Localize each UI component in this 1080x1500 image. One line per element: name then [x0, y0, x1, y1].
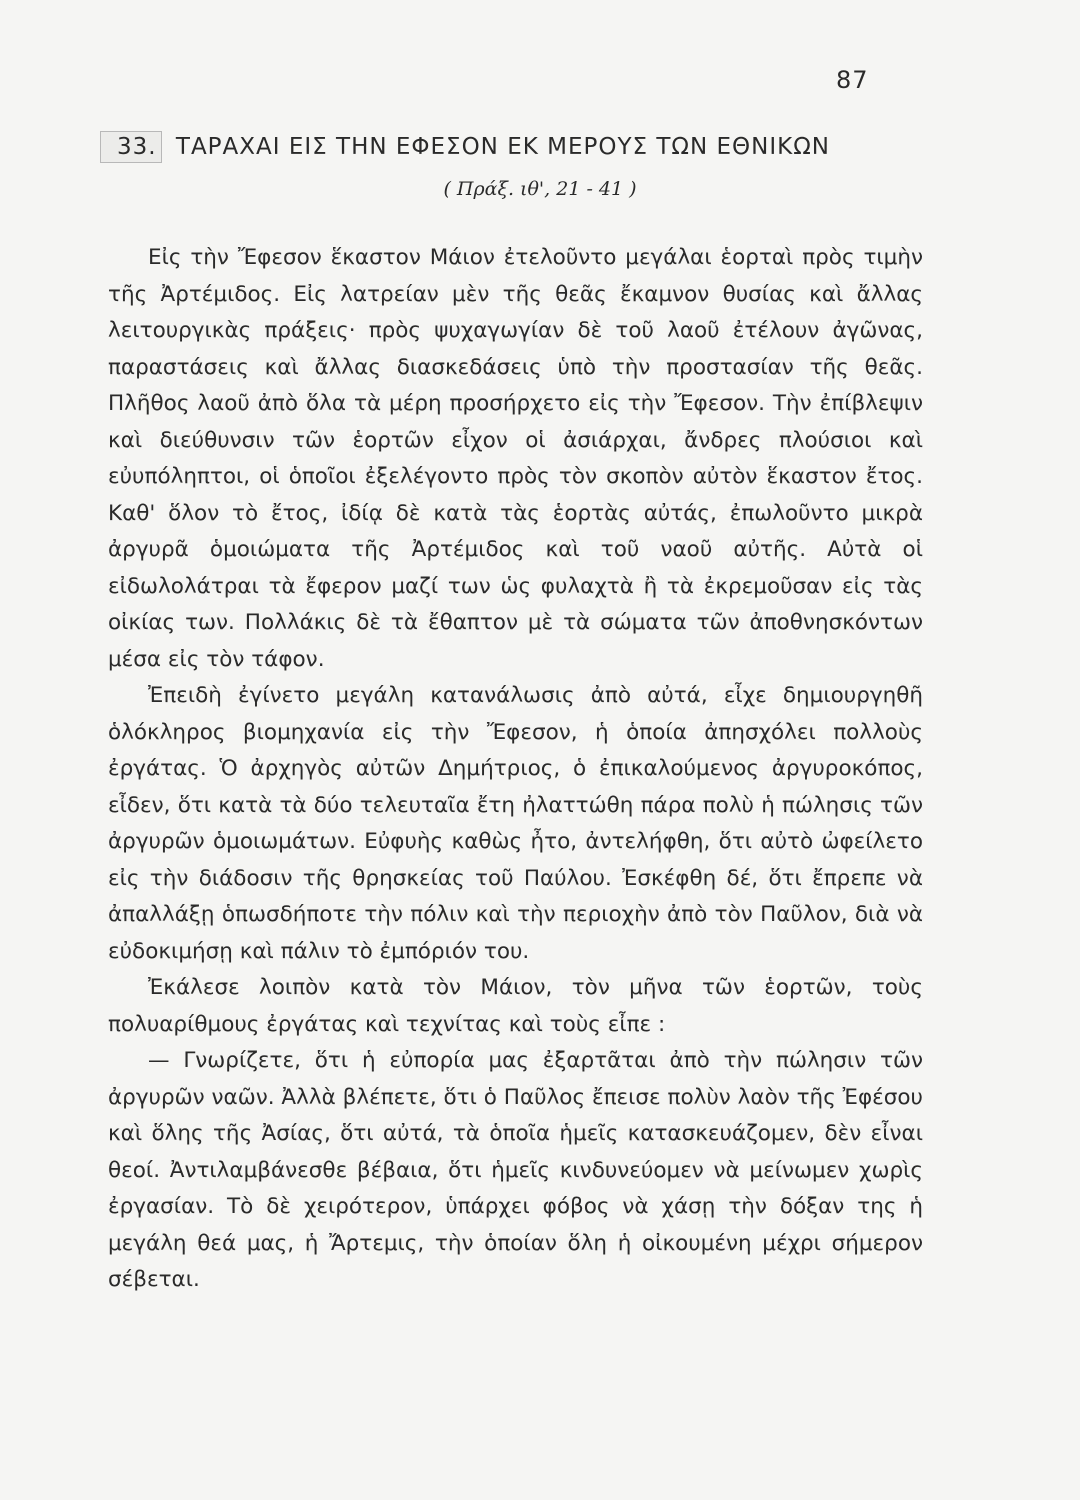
scripture-reference: ( Πράξ. ιθ', 21 - 41 )	[443, 178, 637, 200]
chapter-title: ΤΑΡΑΧΑΙ ΕΙΣ ΤΗΝ ΕΦΕΣΟΝ ΕΚ ΜΕΡΟΥΣ ΤΩΝ ΕΘΝΙΚΩΝ	[175, 134, 830, 160]
page-number: 87	[836, 66, 869, 94]
body-text	[108, 240, 923, 1299]
chapter-number: 33.	[100, 131, 162, 163]
paragraph: Ἐπειδὴ ἐγίνετο μεγάλη κατανάλωσις ἀπὸ αὐτά, εἶχε δημιουργηθῆ ὁλόκληρος βιομηχανία εἰς τὴν Ἔφεσον, ἡ ὁποία ἀπησχόλει πολλοὺς ἐργάτας. Ὁ ἀρχηγὸς αὐτῶν Δημήτριος, ὁ ἐπικαλούμενος ἀργυροκόπος, εἶδεν, ὅτι κατὰ τὰ δύο τελευταῖα ἔτη ἠλαττώθη πάρα πολὺ ἡ πώλησις τῶν ἀργυρῶν ὁμοιωμάτων. Εὐφυὴς καθὼς ἦτο, ἀντελήφθη, ὅτι αὐτὸ ὠφείλετο εἰς τὴν διάδοσιν τῆς θρησκείας τοῦ Παύλου. Ἐσκέφθη δέ, ὅτι ἔπρεπε νὰ ἀπαλλάξῃ ὁπωσδήποτε τὴν πόλιν καὶ τὴν περιοχὴν ἀπὸ τὸν Παῦλον, διὰ νὰ εὐδοκιμήσῃ καὶ πάλιν τὸ ἐμπόριόν του.	[108, 683, 923, 964]
paragraph: — Γνωρίζετε, ὅτι ἡ εὐπορία μας ἐξαρτᾶται ἀπὸ τὴν πώλησιν τῶν ἀργυρῶν ναῶν. Ἀλλὰ βλέπετε, ὅτι ὁ Παῦλος ἔπεισε πολὺν λαὸν τῆς Ἐφέσου καὶ ὅλης τῆς Ἀσίας, ὅτι αὐτά, τὰ ὁποῖα ἡμεῖς κατασκευάζομεν, δὲν εἶναι θεοί. Ἀντιλαμβάνεσθε βέβαια, ὅτι ἡμεῖς κινδυνεύομεν νὰ μείνωμεν χωρὶς ἐργασίαν. Τὸ δὲ χειρότερον, ὑπάρχει φόβος νὰ χάσῃ τὴν δόξαν της ἡ μεγάλη θεά μας, ἡ Ἄρτεμις, τὴν ὁποίαν ὅλη ἡ οἰκουμένη μέχρι σήμερον σέβεται.	[108, 1048, 923, 1292]
paragraph: Ἐκάλεσε λοιπὸν κατὰ τὸν Μάιον, τὸν μῆνα τῶν ἑορτῶν, τοὺς πολυαρίθμους ἐργάτας καὶ τεχνίτας καὶ τοὺς εἶπε :	[108, 975, 923, 1037]
chapter-heading	[100, 134, 920, 160]
paragraph: Εἰς τὴν Ἔφεσον ἕκαστον Μάιον ἐτελοῦντο μεγάλαι ἑορταὶ πρὸς τιμὴν τῆς Ἀρτέμιδος. Εἰς λατρείαν μὲν τῆς θεᾶς ἔκαμνον θυσίας καὶ ἄλλας λειτουργικὰς πράξεις· πρὸς ψυχαγωγίαν δὲ τοῦ λαοῦ ἐτέλουν ἀγῶνας, παραστάσεις καὶ ἄλλας διασκεδάσεις ὑπὸ τὴν προστασίαν τῆς θεᾶς. Πλῆθος λαοῦ ἀπὸ ὅλα τὰ μέρη προσήρχετο εἰς τὴν Ἔφεσον. Τὴν ἐπίβλεψιν καὶ διεύθυνσιν τῶν ἑορτῶν εἶχον οἱ ἀσιάρχαι, ἄνδρες πλούσιοι καὶ εὐυπόληπτοι, οἱ ὁποῖοι ἐξελέγοντο πρὸς τὸν σκοπὸν αὐτὸν ἕκαστον ἔτος. Καθ' ὅλον τὸ ἔτος, ἰδίᾳ δὲ κατὰ τὰς ἑορτὰς αὐτάς, ἐπωλοῦντο μικρὰ ἀργυρᾶ ὁμοιώματα τῆς Ἀρτέμιδος καὶ τοῦ ναοῦ αὐτῆς. Αὐτὰ οἱ εἰδωλολάτραι τὰ ἔφερον μαζί των ὡς φυλαχτὰ ἢ τὰ ἐκρεμοῦσαν εἰς τὰς οἰκίας των. Πολλάκις δὲ τὰ ἔθαπτον μὲ τὰ σώματα τῶν ἀποθνησκόντων μέσα εἰς τὸν τάφον.	[108, 245, 923, 672]
